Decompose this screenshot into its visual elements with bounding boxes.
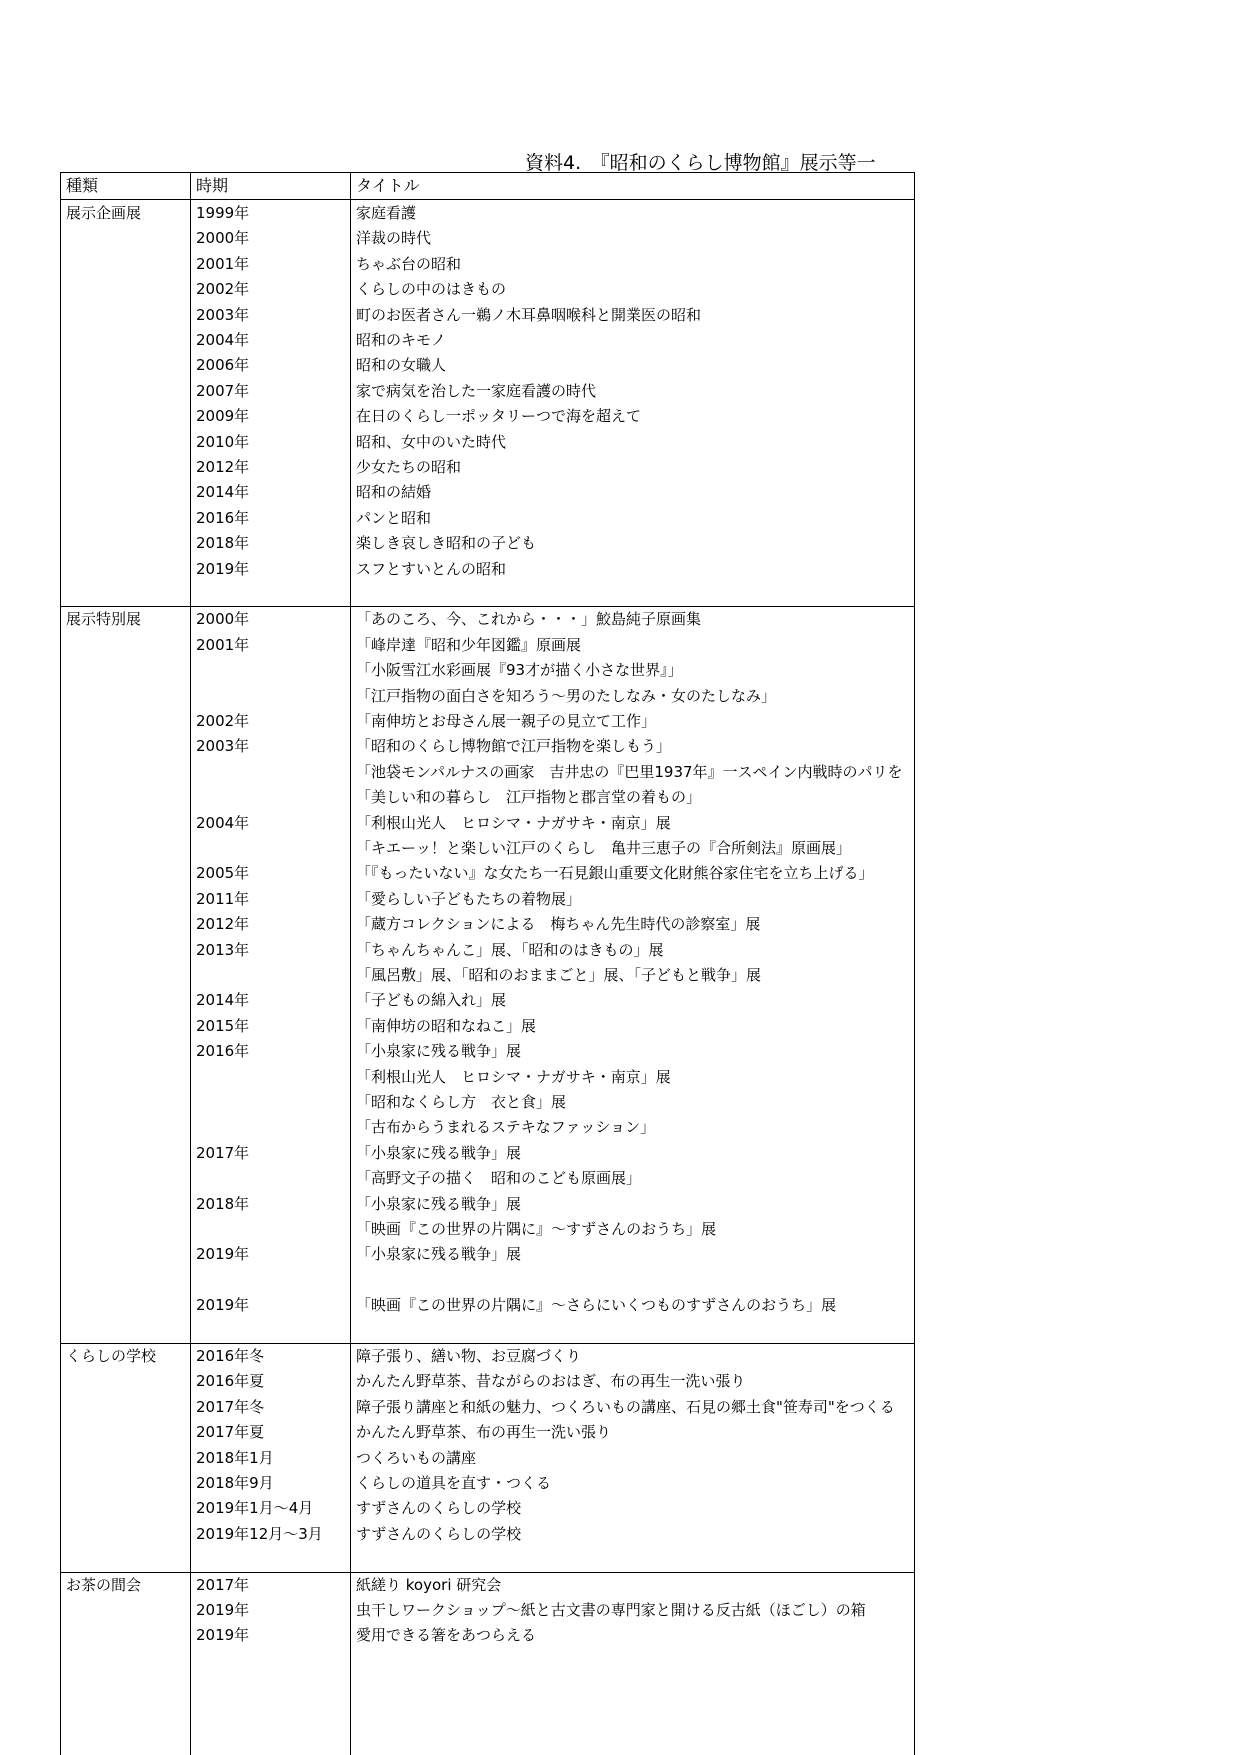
cell-title: 昭和の結婚	[356, 483, 432, 502]
cell-title: 少女たちの昭和	[356, 458, 462, 476]
cell-title: 楽しき哀しき昭和の子ども	[356, 534, 537, 553]
cell-title: くらしの道具を直す・つくる	[356, 1474, 552, 1492]
cell-title: 「愛らしい子どもたちの着物展」	[356, 889, 582, 908]
cell-period: 2017年夏	[196, 1423, 265, 1442]
cell-title: 愛用できる箸をあつらえる	[356, 1626, 537, 1645]
cell-title: つくろいもの講座	[356, 1448, 477, 1467]
cell-period: 2000年	[196, 610, 250, 629]
cell-category: お茶の間会	[66, 1575, 142, 1594]
cell-title: 虫干しワークショップ～紙と古文書の専門家と開ける反古紙（ほごし）の箱	[356, 1601, 866, 1619]
cell-period: 2011年	[196, 889, 250, 908]
cell-title: 「池袋モンパルナスの画家 吉井忠の『巴里1937年』一スペイン内戦時のパリを	[356, 762, 903, 781]
cell-period: 2015年	[196, 1016, 250, 1035]
cell-period: 2018年1月	[196, 1448, 274, 1467]
cell-title: 「映画『この世界の片隅に』～さらにいくつものすずさんのおうち」展	[356, 1296, 837, 1315]
cell-period: 2002年	[196, 280, 250, 299]
cell-title: 「風呂敷」展、「昭和のおままごと」展、「子どもと戦争」展	[356, 966, 762, 984]
cell-title: すずさんのくらしの学校	[356, 1524, 522, 1543]
cell-title: 在日のくらし一ポッタリーつで海を超えて	[356, 407, 642, 426]
cell-period: 2012年	[196, 915, 250, 934]
cell-title: 「高野文子の描く 昭和のこども原画展」	[356, 1169, 642, 1188]
cell-title: 洋裁の時代	[356, 229, 432, 248]
cell-title: 「利根山光人 ヒロシマ・ナガサキ・南京」展	[356, 813, 671, 832]
cell-title: かんたん野草茶、布の再生一洗い張り	[356, 1423, 612, 1442]
cell-period: 2002年	[196, 712, 250, 730]
cell-title: ちゃぶ台の昭和	[356, 254, 462, 273]
cell-title: 昭和のキモノ	[356, 331, 446, 349]
document-title: 資料4. 『昭和のくらし博物館』展示等一	[525, 152, 876, 174]
cell-period: 2016年冬	[196, 1347, 265, 1365]
cell-period: 2004年	[196, 331, 250, 349]
cell-title: かんたん野草茶、昔ながらのおはぎ、布の再生一洗い張り	[356, 1372, 746, 1391]
column-divider-2	[350, 173, 351, 1755]
cell-period: 2016年	[196, 1042, 250, 1061]
cell-period: 2017年	[196, 1143, 250, 1162]
cell-period: 2019年	[196, 559, 250, 578]
cell-period: 2017年	[196, 1575, 250, 1594]
cell-category: くらしの学校	[66, 1347, 157, 1365]
header-period: 時期	[196, 176, 229, 195]
cell-title: 昭和の女職人	[356, 356, 447, 375]
cell-title: 「小泉家に残る戦争」展	[356, 1042, 522, 1061]
cell-title: 「映画『この世界の片隅に』～すずさんのおうち」展	[356, 1220, 717, 1238]
cell-period: 2004年	[196, 813, 250, 832]
cell-title: 「古布からうまれるステキなファッション」	[356, 1118, 656, 1137]
cell-title: 「子どもの綿入れ」展	[356, 991, 507, 1010]
cell-title: 「『もったいない』な女たち一石見銀山重要文化財熊谷家住宅を立ち上げる」	[356, 864, 874, 883]
cell-period: 2003年	[196, 305, 250, 324]
cell-title: 「小阪雪江水彩画展『93才が描く小さな世界』」	[356, 661, 683, 680]
cell-period: 2000年	[196, 229, 250, 248]
header-category: 種類	[66, 176, 99, 195]
cell-title: 「昭和のくらし博物館で江戸指物を楽しもう」	[356, 737, 672, 756]
cell-title: 「蔵方コレクションによる 梅ちゃん先生時代の診察室」展	[356, 915, 761, 934]
cell-period: 2014年	[196, 483, 250, 502]
cell-title: スフとすいとんの昭和	[356, 559, 507, 578]
cell-period: 2007年	[196, 381, 250, 400]
cell-title: 昭和、女中のいた時代	[356, 432, 507, 451]
cell-period: 2017年冬	[196, 1397, 265, 1416]
cell-title: 「昭和なくらし方 衣と食」展	[356, 1093, 567, 1111]
cell-period: 2016年夏	[196, 1372, 265, 1391]
cell-title: 「美しい和の暮らし 江戸指物と郡言堂の着もの」	[356, 788, 702, 807]
cell-period: 2019年12月～3月	[196, 1524, 323, 1543]
cell-period: 2014年	[196, 991, 250, 1010]
cell-title: 「南伸坊とお母さん展一親子の見立て工作」	[356, 712, 657, 730]
cell-title: 「小泉家に残る戦争」展	[356, 1194, 522, 1213]
cell-period: 2005年	[196, 864, 250, 883]
cell-title: パンと昭和	[356, 508, 432, 527]
cell-title: くらしの中のはきもの	[356, 280, 507, 299]
cell-period: 2001年	[196, 635, 250, 654]
cell-period: 2019年	[196, 1296, 250, 1315]
cell-period: 2003年	[196, 737, 250, 756]
cell-period: 2013年	[196, 940, 250, 959]
cell-title: 「小泉家に残る戦争」展	[356, 1143, 522, 1162]
cell-period: 2018年	[196, 534, 250, 553]
cell-title: 「キエーッ！と楽しい江戸のくらし 亀井三恵子の『合所剣法』原画展」	[356, 839, 852, 857]
cell-period: 2009年	[196, 407, 250, 426]
cell-title: 紙縒り koyori 研究会	[356, 1575, 502, 1594]
table-header	[61, 173, 914, 200]
header-title: タイトル	[356, 176, 420, 195]
cell-title: 「江戸指物の面白さを知ろう～男のたしなみ・女のたしなみ」	[356, 686, 777, 705]
cell-period: 1999年	[196, 204, 250, 222]
cell-title: 家で病気を治した一家庭看護の時代	[356, 381, 597, 400]
cell-category: 展示企画展	[66, 204, 142, 222]
cell-title: 家庭看護	[356, 204, 417, 222]
cell-title: 「小泉家に残る戦争」展	[356, 1245, 522, 1264]
cell-title: 障子張り講座と和紙の魅力、つくろいもの講座、石見の郷土食"笹寿司"をつくる	[356, 1397, 895, 1416]
cell-period: 2001年	[196, 254, 250, 273]
cell-period: 2019年	[196, 1626, 250, 1645]
cell-period: 2010年	[196, 432, 250, 451]
cell-title: 「峰岸達『昭和少年図鑑』原画展	[356, 635, 582, 654]
cell-period: 2006年	[196, 356, 250, 375]
cell-period: 2016年	[196, 508, 250, 527]
cell-category: 展示特別展	[66, 610, 142, 629]
cell-title: 「利根山光人 ヒロシマ・ナガサキ・南京」展	[356, 1067, 671, 1086]
cell-period: 2012年	[196, 458, 250, 476]
column-divider-1	[190, 173, 191, 1755]
cell-title: 障子張り、繕い物、お豆腐づくり	[356, 1347, 582, 1365]
cell-title: 「南伸坊の昭和なねこ」展	[356, 1016, 537, 1035]
cell-period: 2019年1月～4月	[196, 1499, 314, 1518]
cell-title: 町のお医者さん一鵜ノ木耳鼻咽喉科と開業医の昭和	[356, 305, 702, 324]
exhibition-table	[60, 172, 915, 1755]
cell-period: 2019年	[196, 1601, 250, 1619]
cell-title: 「ちゃんちゃんこ」展、「昭和のはきもの」展	[356, 940, 664, 959]
cell-title: すずさんのくらしの学校	[356, 1499, 522, 1518]
cell-period: 2018年	[196, 1194, 250, 1213]
cell-period: 2019年	[196, 1245, 250, 1264]
cell-title: 「あのころ、今、これから・・・」鮫島純子原画集	[356, 610, 702, 629]
cell-period: 2018年9月	[196, 1474, 274, 1492]
